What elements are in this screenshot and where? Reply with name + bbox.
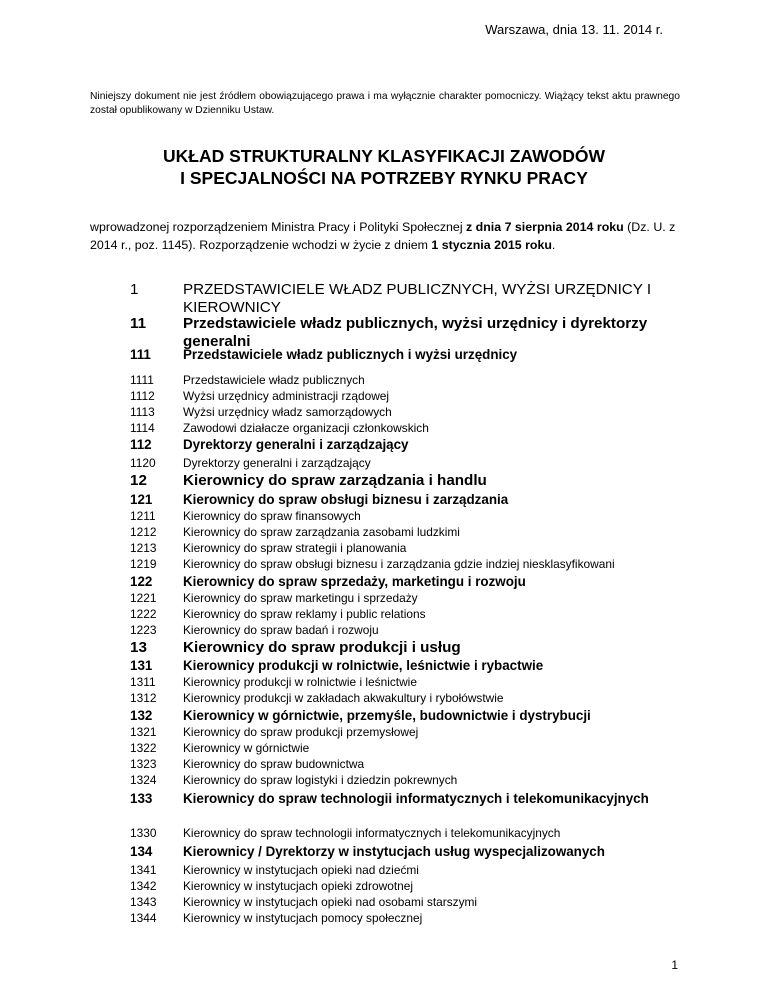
entry-name: Kierownicy produkcji w rolnictwie i leśnictwie	[183, 675, 417, 689]
entry-name: Kierownicy do spraw produkcji i usług	[183, 639, 461, 656]
entry-code: 134	[130, 844, 153, 859]
entry-code: 132	[130, 708, 153, 723]
entry-code: 1212	[130, 525, 157, 539]
intro-paragraph	[90, 219, 680, 254]
entry-name: Dyrektorzy generalni i zarządzający	[183, 437, 409, 452]
entry-code: 11	[130, 315, 147, 332]
entry-code: 112	[130, 437, 152, 452]
entry-code: 13	[130, 639, 147, 656]
entry-code: 111	[130, 347, 151, 362]
entry-code: 1213	[130, 541, 157, 555]
entry-name: Przedstawiciele władz publicznych	[183, 373, 365, 387]
entry-code: 133	[130, 791, 153, 806]
entry-name: Kierownicy w instytucjach opieki nad osobami starszymi	[183, 895, 478, 909]
entry-name: Dyrektorzy generalni i zarządzający	[183, 456, 371, 470]
entry-name: Kierownicy do spraw reklamy i public relations	[183, 607, 426, 621]
document-date: Warszawa, dnia 13. 11. 2014 r.	[485, 22, 663, 37]
entry-code: 1221	[130, 591, 157, 605]
disclaimer-note: Niniejszy dokument nie jest źródłem obowiązującego prawa i ma wyłącznie charakter pomocniczy. Wiążący tekst aktu prawnego został opublikowany w Dzienniku Ustaw.	[90, 91, 680, 116]
page-number: 1	[671, 958, 678, 972]
entry-code: 1219	[130, 557, 157, 571]
entry-name: Kierownicy do spraw technologii informatycznych i telekomunikacyjnych	[183, 791, 649, 806]
entry-name: Wyżsi urzędnicy władz samorządowych	[183, 405, 392, 419]
entry-name: Kierownicy do spraw badań i rozwoju	[183, 623, 379, 637]
entry-code: 1223	[130, 623, 157, 637]
entry-code: 1322	[130, 741, 157, 755]
entry-code: 1120	[130, 456, 156, 470]
entry-name: Kierownicy do spraw obsługi biznesu i zarządzania gdzie indziej niesklasyfikowani	[183, 557, 615, 571]
entry-code: 1342	[130, 879, 157, 893]
entry-name: Kierownicy do spraw zarządzania i handlu	[183, 472, 487, 489]
entry-name: Kierownicy do spraw budownictwa	[183, 757, 365, 771]
entry-code: 122	[130, 574, 153, 589]
intro-bold-effective-date: 1 stycznia 2015 roku	[431, 237, 552, 252]
entry-name: Zawodowi działacze organizacji członkowskich	[183, 421, 429, 435]
entry-code: 1312	[130, 691, 157, 705]
entry-code: 1111	[130, 373, 154, 387]
intro-text-1: wprowadzonej rozporządzeniem Ministra Pracy i Polityki Społecznej	[90, 220, 467, 234]
entry-name: Kierownicy w górnictwie	[183, 741, 310, 755]
entry-code: 121	[130, 492, 153, 507]
entry-code: 1112	[130, 389, 155, 403]
entry-name: Kierownicy do spraw technologii informatycznych i telekomunikacyjnych	[183, 826, 561, 840]
entry-code: 12	[130, 472, 147, 489]
entry-code: 1222	[130, 607, 157, 621]
entry-code: 1344	[130, 911, 157, 925]
entry-code: 1330	[130, 826, 157, 840]
title-line-1: UKŁAD STRUKTURALNY KLASYFIKACJI ZAWODÓW	[162, 146, 606, 166]
entry-code: 1341	[130, 863, 157, 877]
entry-name: Kierownicy do spraw zarządzania zasobami ludzkimi	[183, 525, 460, 539]
entry-name: Kierownicy w instytucjach opieki zdrowotnej	[183, 879, 413, 893]
entry-code: 1324	[130, 773, 157, 787]
entry-name: Kierownicy do spraw strategii i planowania	[183, 541, 407, 555]
entry-name: Kierownicy produkcji w zakładach akwakultury i rybołówstwie	[183, 691, 504, 705]
entry-name: Kierownicy do spraw marketingu i sprzedaży	[183, 591, 418, 605]
document-title	[0, 145, 768, 189]
entry-code: 1211	[130, 509, 156, 523]
entry-code: 1343	[130, 895, 157, 909]
entry-name: Kierownicy do spraw obsługi biznesu i zarządzania	[183, 492, 509, 507]
entry-code: 1323	[130, 757, 157, 771]
entry-name: Kierownicy / Dyrektorzy w instytucjach usług wyspecjalizowanych	[183, 844, 605, 859]
entry-code: 1321	[130, 725, 157, 739]
entry-name: Kierownicy do spraw finansowych	[183, 509, 361, 523]
entry-name: Kierownicy produkcji w rolnictwie, leśnictwie i rybactwie	[183, 658, 544, 673]
entry-code: 1	[130, 281, 139, 298]
entry-name: Przedstawiciele władz publicznych i wyżsi urzędnicy	[183, 347, 518, 362]
intro-text-2: (Dz. U. z 2014 r., poz. 1145). Rozporządzenie wchodzi w życie z dniem	[90, 220, 676, 252]
entry-name: Kierownicy w instytucjach pomocy społecznej	[183, 911, 423, 925]
entry-name: Przedstawiciele władz publicznych, wyżsi urzędnicy i dyrektorzy generalni	[183, 315, 648, 350]
entry-name: Kierownicy do spraw produkcji przemysłowej	[183, 725, 419, 739]
entry-name: Kierownicy do spraw logistyki i dziedzin pokrewnych	[183, 773, 458, 787]
intro-bold-date: z dnia 7 sierpnia 2014 roku	[466, 220, 624, 234]
intro-text-3: .	[551, 237, 556, 252]
entry-code: 131	[130, 658, 153, 673]
entry-name: PRZEDSTAWICIELE WŁADZ PUBLICZNYCH, WYŻSI URZĘDNICY I KIEROWNICY	[183, 281, 652, 316]
entry-name: Kierownicy w instytucjach opieki nad dziećmi	[183, 863, 419, 877]
title-line-2: I SPECJALNOŚCI NA POTRZEBY RYNKU PRACY	[180, 168, 588, 188]
entry-code: 1114	[130, 421, 155, 435]
entry-name: Kierownicy w górnictwie, przemyśle, budownictwie i dystrybucji	[183, 708, 591, 723]
entry-code: 1311	[130, 675, 156, 689]
entry-name: Wyżsi urzędnicy administracji rządowej	[183, 389, 390, 403]
entry-name: Kierownicy do spraw sprzedaży, marketingu i rozwoju	[183, 574, 526, 589]
entry-code: 1113	[130, 405, 155, 419]
